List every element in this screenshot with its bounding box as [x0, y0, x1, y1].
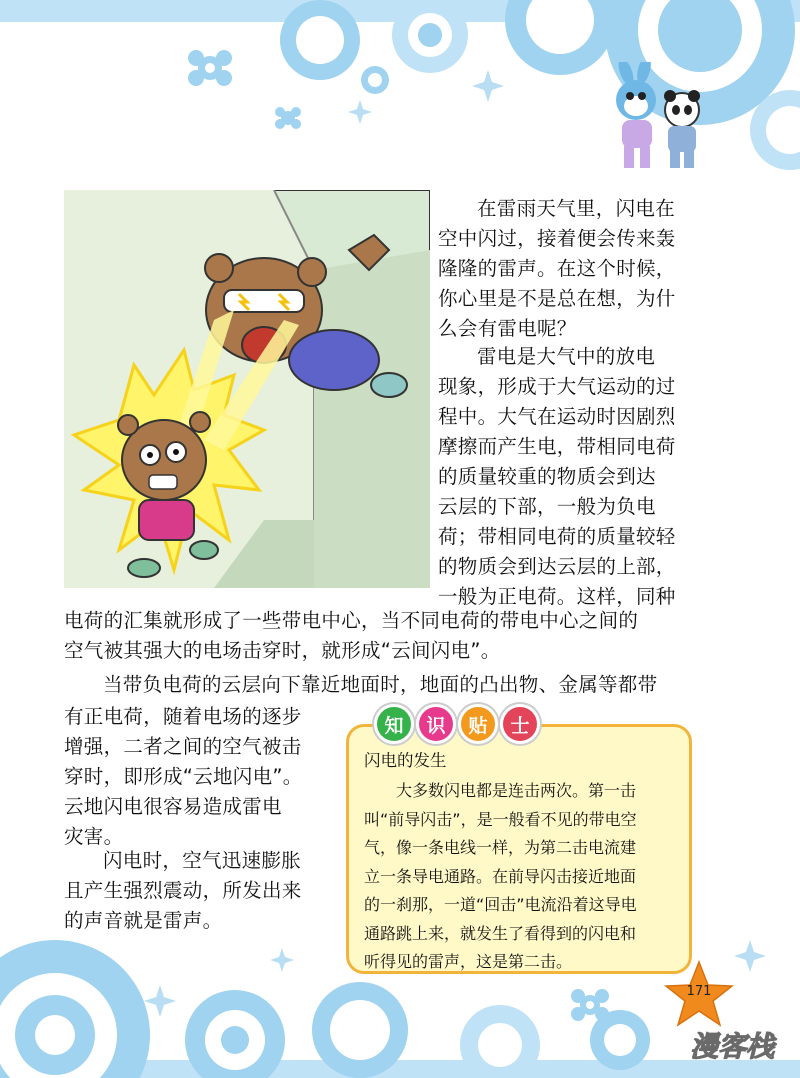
text-line: 云层的下部，一般为负电: [438, 495, 656, 518]
text-line: 摩擦而产生电，带相同电荷: [438, 435, 676, 458]
text-line: 灾害。: [64, 825, 124, 848]
text-line: 的物质会到达云层的上部，: [438, 555, 676, 578]
text-line: 荷；带相同电荷的质量较轻: [438, 525, 676, 548]
paragraph-cloud-ground: [64, 670, 704, 700]
tip-body: [364, 777, 680, 977]
text-line: 你心里是不是总在想，为什: [438, 287, 676, 310]
text-line: 且产生强烈震动，所发出来: [64, 879, 302, 902]
tip-line: 叫“前导闪击”，是一般看不见的带电空: [364, 809, 637, 829]
tip-line: 立一条导电通路。在前导闪击接近地面: [364, 866, 637, 886]
svg-text:漫客栈: 漫客栈: [689, 1030, 775, 1063]
tip-line: 通路跳上来，就发生了看得到的闪电和: [364, 923, 637, 943]
text-line: 空气被其强大的电场击穿时，就形成“云间闪电”。: [64, 639, 501, 662]
tip-line: 的一刹那，一道“回击”电流沿着这导电: [364, 895, 637, 914]
text-line: 云地闪电很容易造成雷电: [64, 795, 282, 818]
tip-line: 大多数闪电都是连击两次。第一击: [396, 781, 637, 800]
text-line: 闪电时，空气迅速膨胀: [103, 849, 302, 872]
text-line: 的声音就是雷声。: [64, 909, 223, 932]
paragraph-lightning-cause-continued: [64, 606, 704, 666]
mascot-characters-illustration: [596, 62, 716, 174]
comic-illustration-lightning-bears: [64, 190, 430, 588]
text-line: 空中闪过，接着便会传来轰: [438, 227, 676, 250]
text-line: 有正电荷，随着电场的逐步: [64, 705, 302, 728]
text-line: 雷电是大气中的放电: [477, 345, 656, 368]
text-line: 一般为正电荷。这样，同种: [438, 585, 676, 608]
tip-title-char: 识: [416, 704, 456, 744]
tip-subtitle: 闪电的发生: [364, 751, 447, 770]
text-line: 增强，二者之间的空气被击: [64, 735, 302, 758]
tip-title-char: 知: [374, 704, 414, 744]
paragraph-intro: [438, 194, 676, 344]
paragraph-thunder: [64, 846, 302, 936]
tip-line: 气，像一条电线一样，为第二击电流建: [364, 838, 637, 857]
text-line: 隆隆的雷声。在这个时候，: [438, 257, 676, 280]
text-line: 在雷雨天气里，闪电在: [477, 197, 676, 220]
knowledge-tip-title: [374, 704, 540, 744]
watermark-logo: [672, 1020, 792, 1070]
text-line: 现象，形成于大气运动的过: [438, 375, 676, 398]
tip-title-char: 士: [500, 704, 540, 744]
text-line: 当带负电荷的云层向下靠近地面时，地面的凸出物、金属等都带: [103, 673, 658, 696]
tip-line: 听得见的雷声，这是第二击。: [364, 952, 573, 971]
paragraph-lightning-cause: [438, 342, 676, 612]
text-line: 么会有雷电呢？: [438, 317, 577, 340]
text-line: 电荷的汇集就形成了一些带电中心，当不同电荷的带电中心之间的: [64, 609, 639, 632]
text-line: 穿时，即形成“云地闪电”。: [64, 765, 303, 788]
page-number: 171: [686, 984, 712, 999]
text-line: 程中。大气在运动时因剧烈: [438, 405, 676, 428]
text-line: 的质量较重的物质会到达: [438, 465, 656, 488]
tip-title-char: 贴: [458, 704, 498, 744]
paragraph-cloud-ground-continued: [64, 702, 303, 852]
